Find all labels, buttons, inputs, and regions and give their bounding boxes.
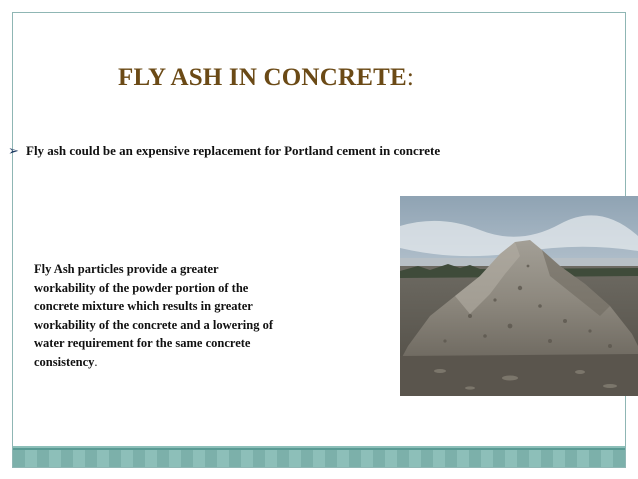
paragraph-line: consistency <box>34 354 95 369</box>
footer-rule <box>13 448 625 450</box>
footer-stripe <box>469 450 481 467</box>
paragraph-line: workability of the powder portion of the <box>34 280 249 295</box>
footer-stripe <box>541 450 553 467</box>
paragraph-line: water requirement for the same concrete <box>34 336 251 350</box>
footer-bar <box>13 446 625 467</box>
footer-stripe <box>589 450 601 467</box>
footer-stripe <box>493 450 505 467</box>
paragraph-line: Fly Ash particles provide a greater <box>34 262 219 276</box>
bullet-text: Fly ash could be an expensive replacement for Portland cement in concrete <box>26 143 441 158</box>
paragraph-line: concrete mixture which results in greater <box>34 299 253 313</box>
footer-stripe <box>421 450 433 467</box>
footer-stripe <box>325 450 337 467</box>
footer-stripe <box>85 450 97 467</box>
footer-stripe <box>13 450 25 467</box>
footer-stripe <box>253 450 265 467</box>
footer-stripe <box>349 450 361 467</box>
footer-stripe <box>181 450 193 467</box>
footer-stripe <box>37 450 49 467</box>
footer-stripe <box>109 450 121 467</box>
footer-stripe <box>517 450 529 467</box>
footer-stripe <box>373 450 385 467</box>
footer-stripe <box>229 450 241 467</box>
footer-stripe <box>157 450 169 467</box>
slide-title <box>118 64 414 92</box>
bullet-item <box>8 142 440 160</box>
footer-stripe <box>61 450 73 467</box>
title-text: FLY ASH IN CONCRETE <box>118 64 407 91</box>
paragraph-period: . <box>94 354 98 369</box>
footer-stripe <box>301 450 313 467</box>
footer-stripe <box>397 450 409 467</box>
footer-stripe <box>565 450 577 467</box>
arrowhead-bullet-icon: ➢ <box>8 143 19 158</box>
footer-stripe <box>613 450 625 467</box>
footer-stripe <box>133 450 145 467</box>
paragraph-line: workability of the concrete and a lowering of <box>34 317 273 332</box>
footer-stripe <box>205 450 217 467</box>
title-colon: : <box>406 64 414 91</box>
fly-ash-pile-photo <box>400 196 638 396</box>
footer-stripe <box>445 450 457 467</box>
footer-stripe <box>277 450 289 467</box>
description-paragraph <box>34 260 354 371</box>
